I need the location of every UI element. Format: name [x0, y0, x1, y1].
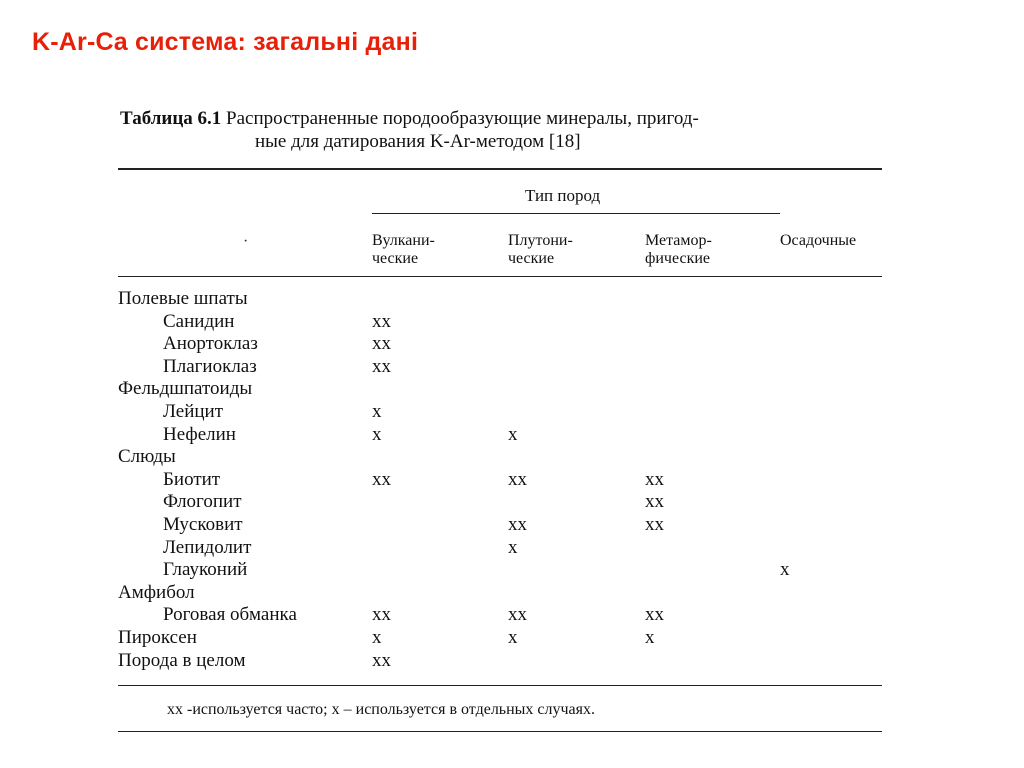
mineral-name: Нефелин [163, 423, 236, 445]
header-bottom-rule [118, 276, 882, 277]
table-row [0, 604, 1024, 627]
mineral-name: Лейцит [163, 401, 223, 422]
col-header-plutonic [508, 232, 573, 268]
mineral-group-name: Слюды [118, 446, 176, 468]
cell-volcanic: xx [372, 333, 391, 355]
mineral-group-name: Амфибол [118, 581, 195, 603]
table-row [0, 401, 1024, 424]
mineral-group-name: Полевые шпаты [118, 288, 248, 309]
footnote-bottom-rule [118, 731, 882, 732]
cell-volcanic: x [372, 627, 382, 648]
cell-volcanic: x [372, 423, 382, 445]
mineral-group-name: Порода в целом [118, 649, 246, 671]
cell-metamorphic: x [645, 627, 655, 648]
col-header-volcanic-line-2: ческие [372, 250, 419, 267]
group-header-rule [372, 213, 780, 214]
caption-line-1: Распространенные породообразующие минералы, пригод- [226, 108, 699, 129]
mineral-name: Санидин [163, 310, 235, 332]
col-header-metamorphic-line-1: Метамор- [645, 232, 712, 249]
cell-volcanic: xx [372, 649, 391, 671]
table-row [0, 333, 1024, 356]
rock-type-group-header: Тип пород [525, 186, 601, 205]
mineral-name: Анортоклаз [163, 333, 258, 355]
col-header-metamorphic [645, 232, 712, 268]
col-header-metamorphic-line-2: фические [645, 250, 711, 267]
table-row [0, 514, 1024, 537]
table-row [0, 356, 1024, 379]
cell-volcanic: xx [372, 355, 391, 377]
col-header-plutonic-line-2: ческие [508, 250, 555, 267]
mineral-name: Флогопит [163, 491, 242, 513]
caption-line-2: ные для датирования K-Ar-методом [18] [255, 131, 581, 152]
table-label: Таблица 6.1 [120, 108, 222, 129]
table-caption [120, 107, 885, 153]
cell-plutonic: x [508, 423, 518, 445]
col-header-sedimentary: Осадочные [780, 232, 857, 249]
cell-plutonic: x [508, 627, 518, 648]
mineral-name: Глауконий [163, 559, 248, 581]
mineral-name: Плагиоклаз [163, 355, 257, 377]
cell-metamorphic: xx [645, 604, 664, 626]
table-row [0, 378, 1024, 401]
cell-sedimentary: x [780, 559, 790, 581]
table-row [0, 537, 1024, 560]
mineral-name: Мусковит [163, 514, 243, 535]
table-row [0, 559, 1024, 582]
mineral-name: Лепидолит [163, 536, 252, 558]
cell-volcanic: xx [372, 310, 391, 332]
cell-plutonic: xx [508, 514, 527, 535]
table-footnote: xx -используется часто; x – используется в отдельных случаях. [167, 701, 595, 718]
mineral-group-name: Пироксен [118, 627, 197, 648]
table-row [0, 491, 1024, 514]
mineral-name: Роговая обманка [163, 604, 297, 626]
table-row [0, 650, 1024, 673]
mineral-group-name: Фельдшпатоиды [118, 378, 253, 400]
cell-metamorphic: xx [645, 468, 664, 490]
mineral-name: Биотит [163, 468, 221, 490]
cell-volcanic: xx [372, 468, 391, 490]
table-row [0, 424, 1024, 447]
slide-title: K-Ar-Ca система: загальні дані [32, 28, 419, 56]
col-header-volcanic [372, 232, 435, 268]
cell-plutonic: xx [508, 604, 527, 626]
cell-plutonic: xx [508, 468, 527, 490]
col-header-volcanic-line-1: Вулкани- [372, 232, 435, 249]
cell-metamorphic: xx [645, 491, 664, 513]
table-row [0, 446, 1024, 469]
cell-metamorphic: xx [645, 514, 664, 535]
table-row [0, 288, 1024, 311]
cell-volcanic: xx [372, 604, 391, 626]
cell-plutonic: x [508, 536, 518, 558]
table-row [0, 311, 1024, 334]
table-row [0, 627, 1024, 650]
table-row [0, 582, 1024, 605]
table-bottom-rule [118, 685, 882, 686]
table-top-rule [118, 168, 882, 170]
col-header-plutonic-line-1: Плутони- [508, 232, 573, 249]
cell-volcanic: x [372, 401, 382, 422]
stray-mark: · [243, 233, 249, 250]
table-row [0, 469, 1024, 492]
